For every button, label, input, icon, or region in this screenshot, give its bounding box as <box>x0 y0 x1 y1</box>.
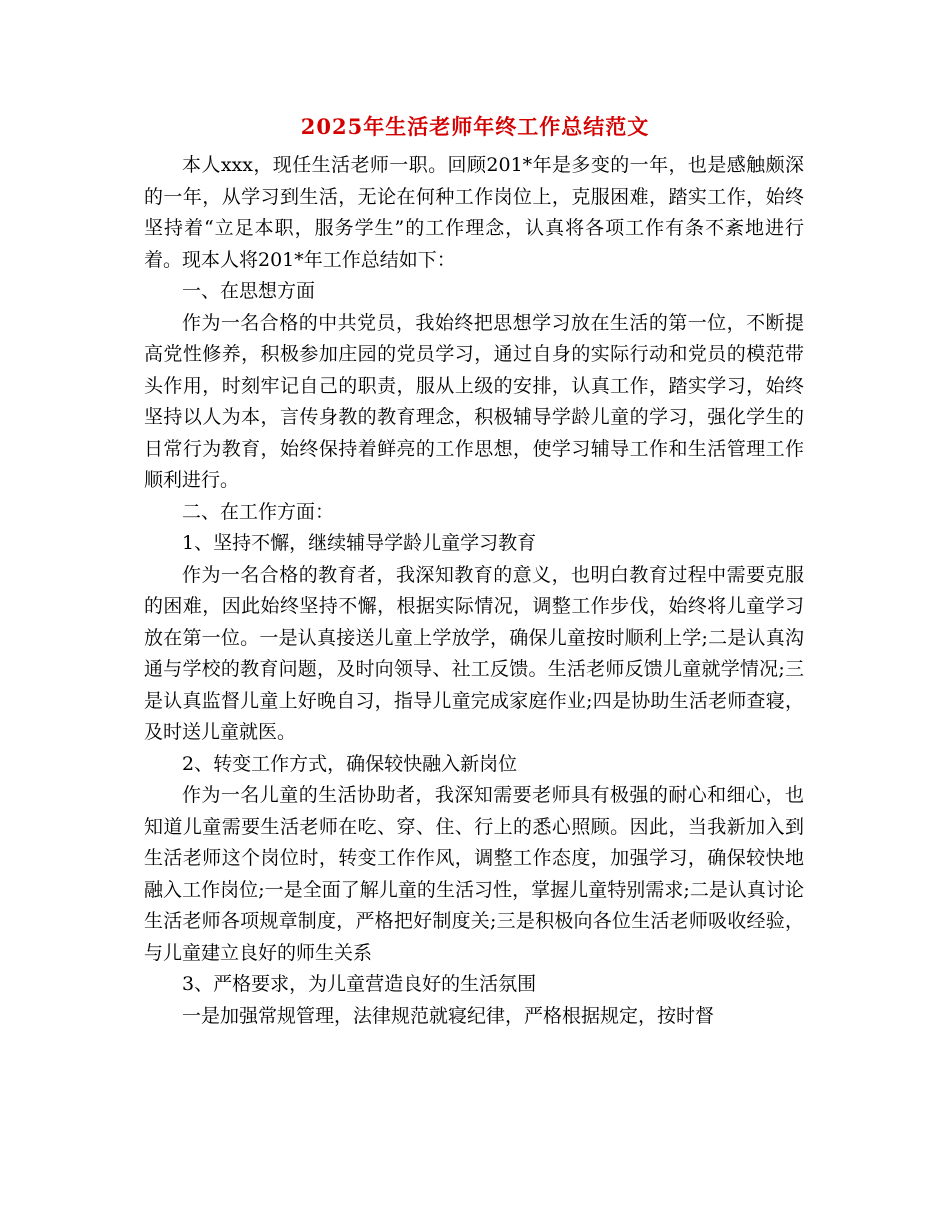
subheading-living-atmosphere: 3、严格要求，为儿童营造良好的生活氛围 <box>182 973 537 995</box>
study-guidance-paragraph: 作为一名合格的教育者，我深知教育的意义，也明白教育过程中需要克服的困难，因此始终坚持不懈，根据实际情况，调整工作步伐，始终将儿童学习放在第一位。一是认真接送儿童上学放学，确保儿童按时顺利上学;二是认真沟通与学校的教育问题，及时向领导、社工反馈。生活老师反馈儿童就学情况;三是认真监督儿童上好晚自习，指导儿童完成家庭作业;四是协助生活老师查寝，及时送儿童就医。 <box>144 563 804 743</box>
intro-paragraph: 本人xxx，现任生活老师一职。回顾201*年是多变的一年，也是感触颇深的一年，从学习到生活，无论在何种工作岗位上，克服困难，踏实工作，始终坚持着“立足本职，服务学生”的工作理念，认真将各项工作有条不紊地进行着。现本人将201*年工作总结如下： <box>144 154 804 271</box>
section-heading-thought: 一、在思想方面 <box>182 280 316 302</box>
document-body <box>144 150 804 1032</box>
section-heading-work: 二、在工作方面： <box>182 500 335 523</box>
new-role-paragraph: 作为一名儿童的生活协助者，我深知需要老师具有极强的耐心和细心，也知道儿童需要生活老师在吃、穿、住、行上的悉心照顾。因此，当我新加入到生活老师这个岗位时，转变工作作风，调整工作态度，加强学习，确保较快地融入工作岗位;一是全面了解儿童的生活习性，掌握儿童特别需求;二是认真讨论生活老师各项规章制度，严格把好制度关;三是积极向各位生活老师吸收经验，与儿童建立良好的师生关系 <box>144 784 804 964</box>
document-title: 2025年生活老师年终工作总结范文 <box>300 114 650 139</box>
thought-paragraph: 作为一名合格的中共党员，我始终把思想学习放在生活的第一位，不断提高党性修养，积极参加庄园的党员学习，通过自身的实际行动和党员的模范带头作用，时刻牢记自己的职责，服从上级的安排，认真工作，踏实学习，始终坚持以人为本，言传身教的教育理念，积极辅导学龄儿童的学习，强化学生的日常行为教育，始终保持着鲜亮的工作思想，使学习辅导工作和生活管理工作顺利进行。 <box>144 311 804 491</box>
living-atmosphere-paragraph: 一是加强常规管理，法律规范就寝纪律，严格根据规定，按时督 <box>182 1004 715 1027</box>
subheading-new-role: 2、转变工作方式，确保较快融入新岗位 <box>182 752 518 775</box>
subheading-study-guidance: 1、坚持不懈，继续辅导学龄儿童学习教育 <box>182 532 537 554</box>
